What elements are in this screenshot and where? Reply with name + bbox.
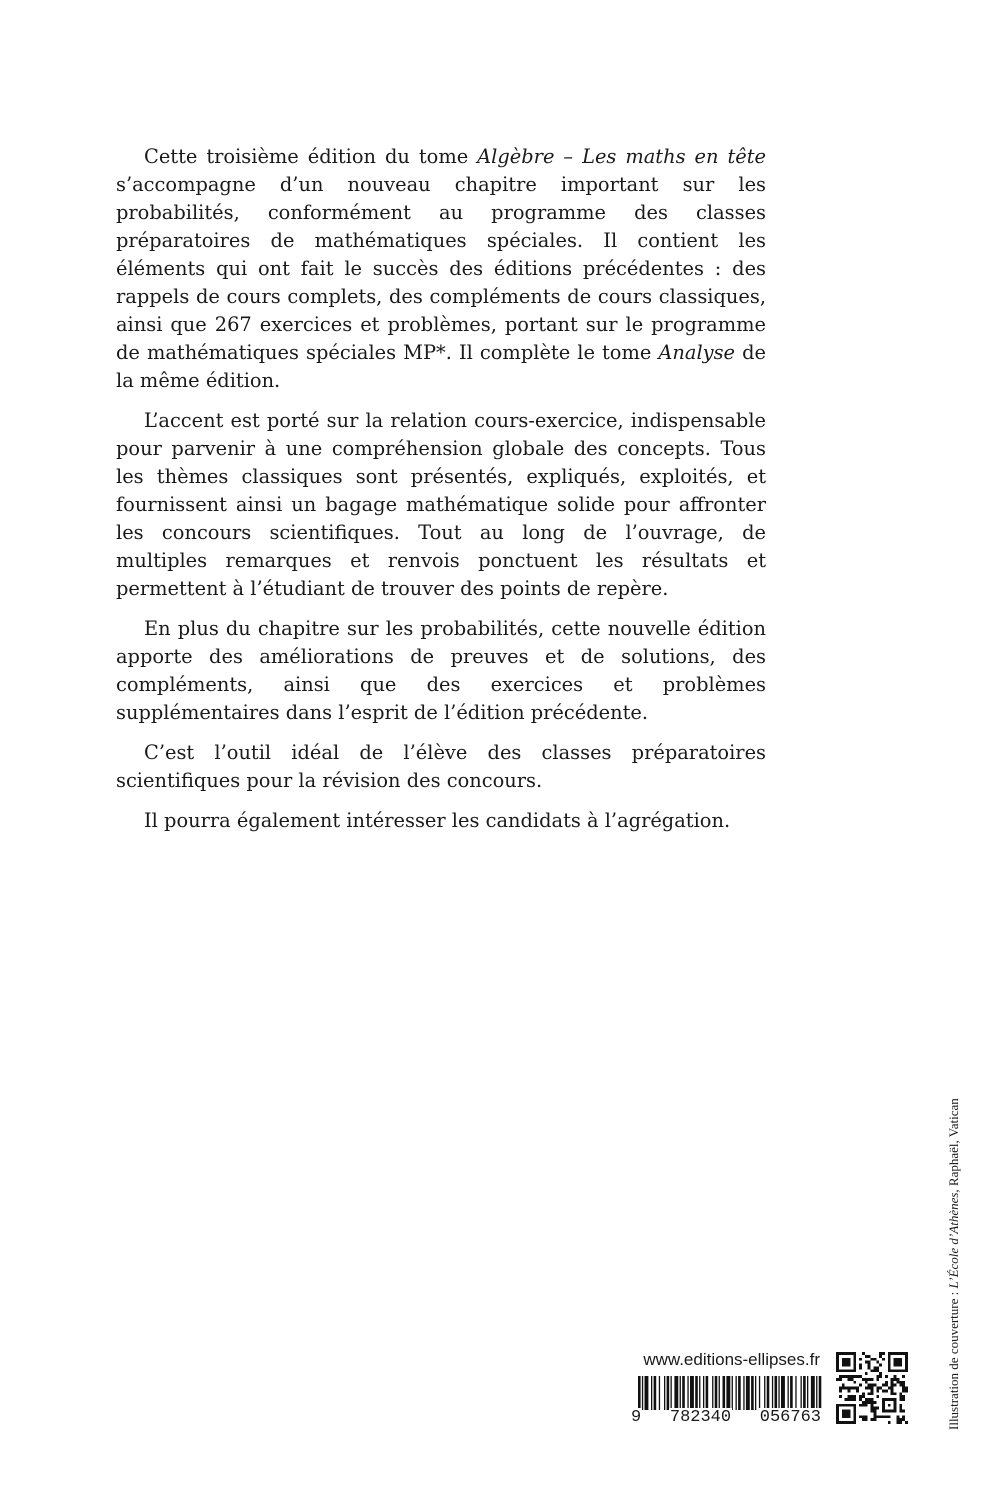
qr-module xyxy=(888,1369,908,1372)
qr-module xyxy=(899,1392,902,1395)
qr-code[interactable] xyxy=(836,1352,908,1424)
qr-module xyxy=(888,1352,891,1372)
qr-module xyxy=(848,1395,851,1398)
qr-module xyxy=(836,1421,856,1424)
barcode-bar xyxy=(726,1376,730,1410)
qr-module xyxy=(885,1381,888,1384)
qr-module xyxy=(882,1389,885,1392)
qr-module xyxy=(888,1421,891,1424)
qr-module xyxy=(836,1378,839,1381)
qr-module xyxy=(865,1418,868,1421)
qr-module xyxy=(862,1418,865,1421)
qr-module xyxy=(902,1410,905,1413)
qr-module xyxy=(868,1366,871,1369)
barcode-bar xyxy=(642,1376,643,1410)
qr-module xyxy=(894,1378,897,1381)
qr-module xyxy=(902,1381,905,1384)
qr-module xyxy=(873,1366,876,1369)
qr-module xyxy=(853,1381,856,1384)
qr-module xyxy=(873,1415,876,1418)
barcode-bar xyxy=(651,1376,652,1410)
paragraph-5: Il pourra également intéresser les candidats à l’agrégation. xyxy=(144,809,731,832)
qr-module xyxy=(871,1358,874,1361)
paragraph-3: En plus du chapitre sur les probabilités, cette nouvelle édition apporte des améliorations de preuves et de solutions, des compléments, ainsi que des exercices et problèmes supplémentaires dans l’esprit de l’édition précédente. xyxy=(116,617,766,724)
barcode-bar xyxy=(764,1376,765,1410)
barcode-bar xyxy=(703,1376,704,1410)
qr-module xyxy=(853,1395,856,1398)
qr-module xyxy=(871,1384,874,1387)
qr-module xyxy=(879,1364,882,1367)
qr-module xyxy=(876,1387,879,1390)
isbn-digit-group-2: 056763 xyxy=(759,1408,821,1427)
barcode-bar xyxy=(706,1376,709,1410)
barcode-bar xyxy=(743,1376,744,1410)
barcode-bar xyxy=(803,1376,806,1410)
paragraph-2: L’accent est porté sur la relation cours-exercice, indispensable pour parvenir à une compréhension globale des concepts. Tous les thèmes classiques sont présentés, expliqués, exploités, et fournissent ainsi un bagage mathématique solide pour affronter les concours scientifiques. Tout au long de l’ouvrage, de multiples remarques et renvois ponctuent les résultats et permettent à l’étudiant de trouver des points de repère. xyxy=(116,409,766,600)
qr-module xyxy=(859,1398,862,1401)
qr-module xyxy=(862,1395,865,1398)
qr-module xyxy=(859,1404,862,1407)
qr-module xyxy=(876,1389,879,1392)
qr-module xyxy=(885,1384,888,1387)
qr-module xyxy=(873,1418,876,1421)
qr-module xyxy=(859,1384,862,1387)
qr-code-icon xyxy=(836,1352,908,1424)
barcode-bar xyxy=(781,1376,785,1410)
qr-module xyxy=(902,1384,905,1387)
credit-work-title: L’École d’Athènes xyxy=(946,1192,961,1289)
barcode-bar xyxy=(695,1376,698,1410)
qr-module xyxy=(894,1392,897,1395)
qr-module xyxy=(842,1387,845,1390)
qr-module xyxy=(862,1401,865,1404)
qr-module xyxy=(839,1395,842,1398)
qr-module xyxy=(862,1415,865,1418)
qr-module xyxy=(845,1375,848,1378)
qr-module xyxy=(885,1389,888,1392)
qr-module xyxy=(859,1415,862,1418)
qr-module xyxy=(879,1375,882,1378)
qr-module xyxy=(871,1398,874,1401)
isbn-digit-lead: 9 xyxy=(631,1408,642,1427)
p1-end: de la même édition. xyxy=(116,341,766,392)
qr-module xyxy=(879,1387,882,1390)
qr-module xyxy=(856,1375,859,1378)
qr-module xyxy=(862,1404,865,1407)
barcode-bar xyxy=(645,1376,649,1410)
cover-illustration-credit xyxy=(946,1100,962,1430)
qr-module xyxy=(899,1421,902,1424)
qr-module xyxy=(859,1375,862,1378)
qr-module xyxy=(876,1361,879,1364)
qr-module xyxy=(876,1375,879,1378)
barcode-bar xyxy=(811,1376,815,1410)
qr-module xyxy=(839,1389,842,1392)
qr-module xyxy=(853,1352,856,1372)
qr-module xyxy=(902,1375,905,1378)
qr-module xyxy=(862,1392,865,1395)
qr-module xyxy=(836,1352,856,1355)
qr-module xyxy=(859,1395,862,1398)
qr-module xyxy=(876,1407,879,1410)
qr-module xyxy=(882,1415,885,1418)
qr-module xyxy=(842,1384,845,1387)
p1-middle: s’accompagne d’un nouveau chapitre important sur les probabilités, conformément au programme des classes préparatoires de mathématiques spéciales. Il contient les éléments qui ont fait le succès des éditions précédentes : des rappels de cours complets, des compléments de cours classiques, ainsi que 267 exercices et problèmes, portant sur le programme de mathématiques spéciales MP*. Il complète le tome xyxy=(116,173,766,364)
qr-module xyxy=(865,1361,868,1364)
isbn-digit-group-1: 782340 xyxy=(669,1408,732,1427)
qr-module xyxy=(865,1387,868,1390)
qr-module xyxy=(888,1404,891,1407)
qr-module xyxy=(839,1375,842,1378)
qr-module xyxy=(865,1355,868,1358)
qr-module xyxy=(896,1381,899,1384)
qr-module xyxy=(888,1387,891,1390)
qr-module xyxy=(899,1384,902,1387)
barcode-bar xyxy=(788,1376,789,1410)
qr-module xyxy=(896,1378,899,1381)
qr-module xyxy=(902,1389,905,1392)
qr-module xyxy=(842,1410,851,1419)
isbn-digits xyxy=(630,1408,822,1427)
qr-module xyxy=(868,1401,871,1404)
barcode-bar xyxy=(719,1376,720,1410)
qr-module xyxy=(868,1378,871,1381)
barcode-bar xyxy=(819,1376,822,1410)
barcode-bar xyxy=(736,1376,737,1410)
qr-module xyxy=(859,1366,862,1369)
qr-module xyxy=(891,1384,894,1387)
barcode-bar xyxy=(772,1376,773,1410)
qr-module xyxy=(873,1384,876,1387)
qr-module xyxy=(876,1415,879,1418)
barcode-bar xyxy=(687,1376,688,1410)
qr-module xyxy=(905,1421,908,1424)
qr-module xyxy=(865,1401,868,1404)
barcode-bar xyxy=(682,1376,685,1410)
barcode-bar xyxy=(755,1376,756,1410)
barcode-bar xyxy=(778,1376,779,1410)
qr-module xyxy=(894,1375,897,1378)
qr-module xyxy=(871,1410,874,1413)
qr-module xyxy=(885,1415,888,1418)
qr-module xyxy=(882,1358,885,1361)
qr-module xyxy=(842,1375,845,1378)
qr-module xyxy=(853,1387,856,1390)
qr-module xyxy=(896,1421,899,1424)
barcode-bar xyxy=(759,1376,760,1410)
qr-module xyxy=(865,1378,868,1381)
qr-module xyxy=(902,1398,905,1401)
qr-module xyxy=(871,1401,874,1404)
qr-module xyxy=(856,1389,859,1392)
barcode-bar xyxy=(699,1376,700,1410)
qr-module xyxy=(876,1378,879,1381)
qr-module xyxy=(836,1352,839,1372)
qr-module xyxy=(839,1378,842,1381)
barcode-bar xyxy=(816,1376,817,1410)
qr-module xyxy=(876,1395,879,1398)
qr-module xyxy=(899,1410,902,1413)
qr-module xyxy=(850,1395,853,1398)
qr-module xyxy=(848,1375,851,1378)
qr-module xyxy=(871,1418,874,1421)
qr-module xyxy=(902,1395,905,1398)
qr-module xyxy=(902,1387,905,1390)
barcode-bar xyxy=(680,1376,681,1410)
credit-suffix: , Raphaël, Vatican xyxy=(946,1098,961,1193)
qr-module xyxy=(902,1418,905,1421)
qr-module xyxy=(888,1352,908,1355)
qr-module xyxy=(871,1407,874,1410)
barcode-bar xyxy=(790,1376,793,1410)
barcode-bar xyxy=(654,1376,657,1410)
qr-module xyxy=(905,1389,908,1392)
qr-module xyxy=(891,1389,894,1392)
barcode-bar xyxy=(667,1376,670,1410)
qr-module xyxy=(848,1387,851,1390)
qr-module xyxy=(894,1358,903,1367)
qr-module xyxy=(848,1389,851,1392)
qr-module xyxy=(868,1392,871,1395)
qr-module xyxy=(868,1384,871,1387)
back-cover-text xyxy=(116,143,766,847)
qr-module xyxy=(891,1387,894,1390)
barcode xyxy=(628,1376,822,1436)
qr-module xyxy=(879,1372,882,1375)
qr-module xyxy=(894,1384,897,1387)
qr-module xyxy=(888,1415,891,1418)
qr-module xyxy=(891,1378,894,1381)
qr-module xyxy=(873,1358,876,1361)
qr-module xyxy=(873,1410,876,1413)
qr-module xyxy=(871,1389,874,1392)
barcode-bar xyxy=(715,1376,718,1410)
qr-module xyxy=(879,1415,882,1418)
qr-module xyxy=(891,1392,894,1395)
qr-module xyxy=(845,1387,848,1390)
qr-module xyxy=(868,1398,871,1401)
qr-module xyxy=(899,1418,902,1421)
qr-module xyxy=(879,1352,882,1355)
qr-module xyxy=(871,1387,874,1390)
qr-module xyxy=(899,1407,902,1410)
barcode-bar xyxy=(738,1376,741,1410)
qr-module xyxy=(850,1398,853,1401)
qr-module xyxy=(873,1401,876,1404)
qr-module xyxy=(865,1404,868,1407)
qr-module xyxy=(871,1378,874,1381)
qr-module xyxy=(882,1384,885,1387)
qr-module xyxy=(836,1369,856,1372)
qr-module xyxy=(871,1369,874,1372)
qr-module xyxy=(850,1375,853,1378)
qr-module xyxy=(853,1398,856,1401)
barcode-bar xyxy=(638,1376,641,1410)
barcode-bar xyxy=(664,1376,665,1410)
qr-module xyxy=(856,1387,859,1390)
qr-module xyxy=(865,1398,868,1401)
qr-module xyxy=(853,1404,856,1424)
paragraph-1 xyxy=(116,143,766,395)
qr-module xyxy=(862,1352,865,1355)
qr-module xyxy=(899,1381,902,1384)
companion-title: Analyse xyxy=(658,341,736,364)
qr-module xyxy=(873,1407,876,1410)
paragraph-4: C’est l’outil idéal de l’élève des classes préparatoires scientifiques pour la révision des concours. xyxy=(116,741,766,792)
qr-module xyxy=(905,1387,908,1390)
qr-module xyxy=(848,1378,851,1381)
qr-module xyxy=(868,1361,871,1364)
barcode-bar xyxy=(732,1376,733,1410)
qr-module xyxy=(905,1352,908,1372)
barcode-bar xyxy=(775,1376,778,1410)
qr-module xyxy=(850,1387,853,1390)
barcode-bar xyxy=(674,1376,678,1410)
qr-module xyxy=(873,1369,876,1372)
qr-module xyxy=(873,1412,876,1415)
credit-prefix: Illustration de couverture : xyxy=(946,1288,961,1430)
qr-module xyxy=(879,1355,882,1358)
qr-module xyxy=(853,1375,856,1378)
qr-module xyxy=(845,1398,848,1401)
qr-module xyxy=(865,1415,868,1418)
barcode-bar xyxy=(767,1376,770,1410)
qr-module xyxy=(865,1381,868,1384)
qr-module xyxy=(862,1378,865,1381)
qr-module xyxy=(868,1355,871,1358)
barcode-bar xyxy=(801,1376,802,1410)
qr-module xyxy=(842,1358,851,1367)
p1-start: Cette troisième édition du tome xyxy=(144,145,478,168)
qr-module xyxy=(839,1387,842,1390)
qr-module xyxy=(899,1395,902,1398)
barcode-bar xyxy=(807,1376,808,1410)
qr-module xyxy=(894,1398,897,1412)
barcode-bar xyxy=(712,1376,713,1410)
qr-module xyxy=(859,1358,862,1361)
qr-module xyxy=(902,1415,905,1418)
book-title: Algèbre – Les maths en tête xyxy=(477,145,766,168)
qr-module xyxy=(899,1404,902,1407)
qr-module xyxy=(871,1404,874,1407)
barcode-bar xyxy=(671,1376,672,1410)
barcode-bar xyxy=(690,1376,694,1410)
publisher-website[interactable]: www.editions-ellipses.fr xyxy=(643,1350,820,1369)
qr-module xyxy=(896,1418,899,1421)
qr-module xyxy=(868,1364,871,1367)
barcode-bar xyxy=(659,1376,660,1410)
qr-module xyxy=(865,1372,868,1375)
qr-module xyxy=(876,1366,879,1369)
qr-module xyxy=(836,1404,856,1407)
qr-module xyxy=(871,1392,874,1395)
qr-module xyxy=(859,1364,862,1367)
qr-module xyxy=(836,1404,839,1424)
qr-module xyxy=(899,1398,902,1401)
barcode-bar xyxy=(795,1376,796,1410)
qr-module xyxy=(891,1381,894,1384)
barcode-bar xyxy=(751,1376,754,1410)
barcode-bars xyxy=(628,1376,822,1410)
qr-module xyxy=(868,1387,871,1390)
qr-module xyxy=(848,1398,851,1401)
barcode-bar xyxy=(746,1376,750,1410)
barcode-bar xyxy=(723,1376,726,1410)
qr-module xyxy=(876,1369,879,1372)
qr-module xyxy=(850,1378,853,1381)
qr-module xyxy=(882,1352,885,1355)
qr-module xyxy=(885,1375,888,1378)
qr-module xyxy=(896,1415,899,1418)
qr-module xyxy=(882,1398,885,1412)
